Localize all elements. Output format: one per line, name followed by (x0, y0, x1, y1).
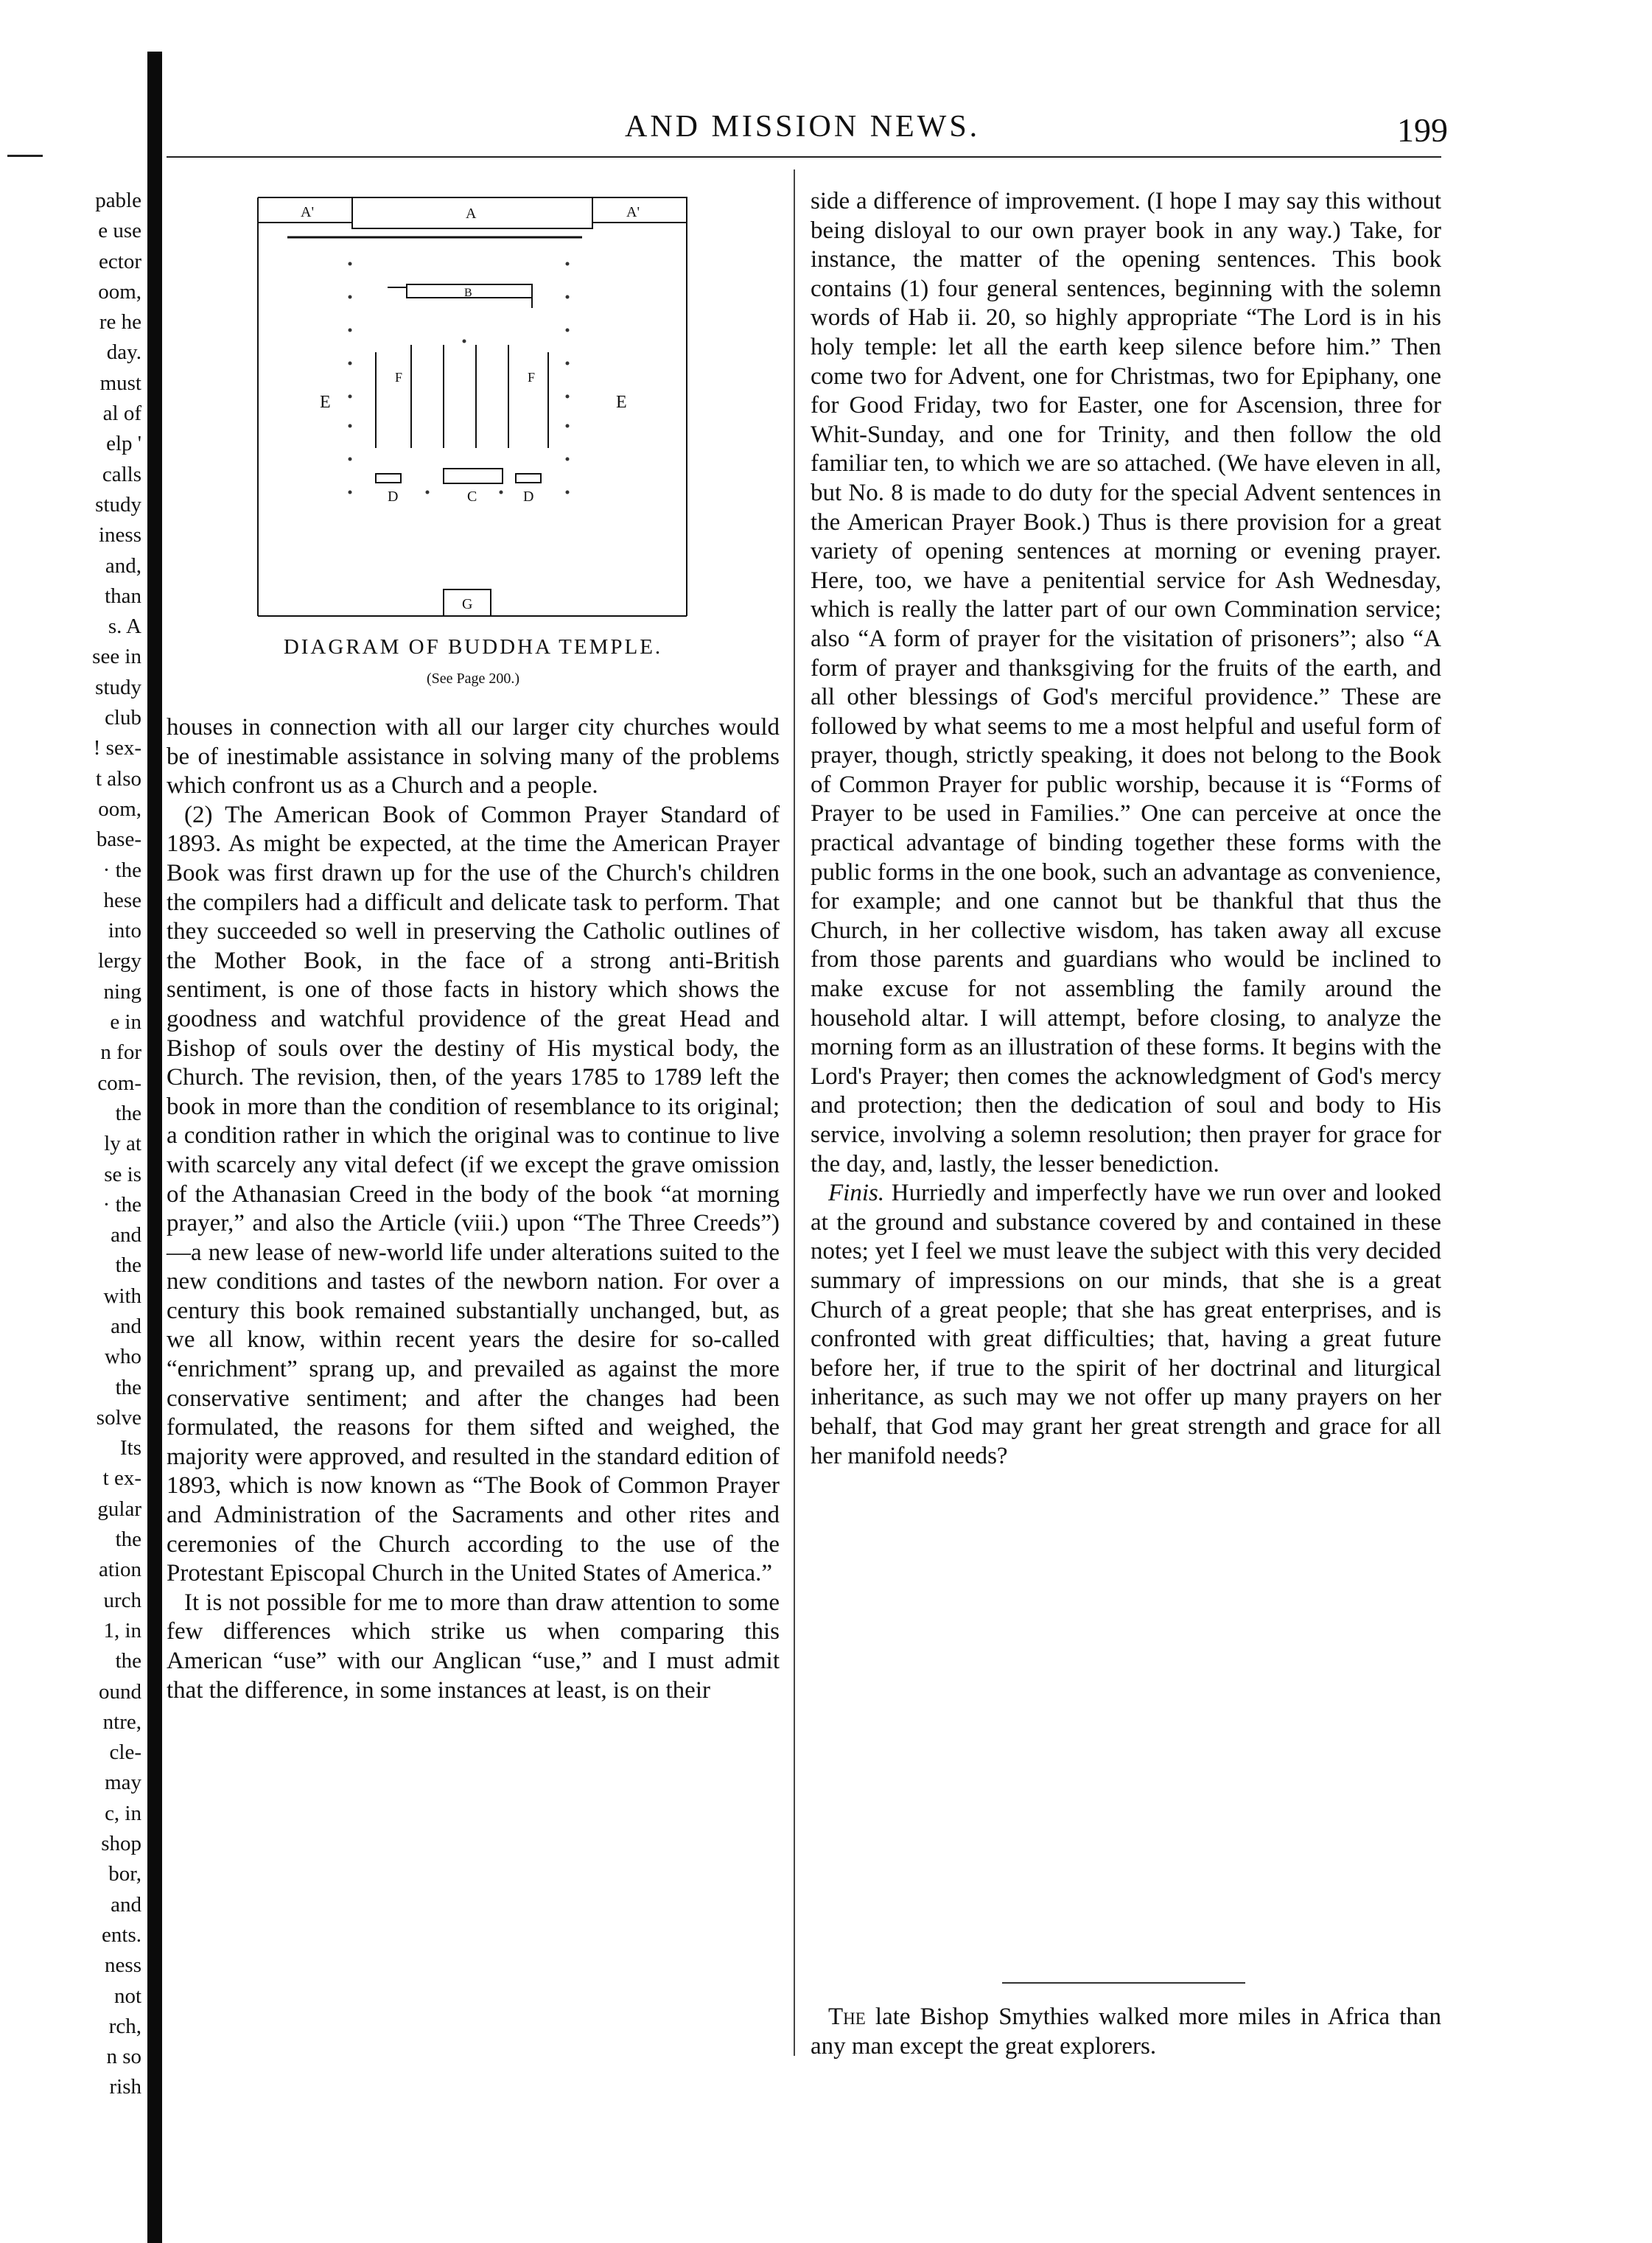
facing-page-fragment: ning (103, 979, 141, 1004)
facing-page-fragment: c, in (105, 1801, 141, 1825)
facing-page-fragment: than (105, 584, 141, 608)
label-f-right: F (528, 370, 536, 385)
label-c: C (467, 489, 477, 505)
facing-page-fragment: lergy (97, 949, 141, 973)
facing-page-fragment: and (111, 1892, 141, 1917)
cushion-d-left (376, 474, 401, 483)
facing-page-fragment: must (99, 371, 141, 395)
facing-page-fragment: s. A (108, 615, 141, 639)
facing-page-fragment: bor, (108, 1862, 141, 1886)
label-g: G (462, 596, 473, 612)
facing-page-fragment: the (115, 1253, 141, 1278)
right-column (811, 187, 1441, 1471)
cushion-d-right (516, 474, 541, 483)
facing-page-fragment: hese (103, 888, 141, 912)
closing-note (811, 2003, 1441, 2061)
facing-page-fragment: n for (100, 1040, 141, 1065)
facing-page-fragment: club (105, 706, 141, 730)
facing-page-fragment: oom, (98, 279, 141, 304)
facing-page-fragments (0, 186, 141, 2103)
facing-page-fragment: pable (95, 189, 141, 212)
facing-page-fragment: elp ' (106, 432, 141, 456)
column-marks (349, 262, 570, 494)
facing-page-fragment: · the (102, 858, 141, 882)
left-paragraph-3: It is not possible for me to more than draw attention to some few differences which strike us when comparing this American “use” with our Anglican “use,” and I must admit that the difference, in some instances at least, is on their (167, 1589, 780, 1704)
facing-page-fragment: solve (96, 1405, 141, 1430)
label-e-right: E (616, 393, 627, 412)
label-a-right: A' (626, 204, 640, 220)
finis-label: Finis. (828, 1180, 885, 1207)
left-column (167, 713, 780, 1705)
facing-page-fragment: ound (99, 1679, 141, 1704)
diagram-reference: (See Page 200.) (426, 671, 520, 687)
facing-page-fragment: 1, in (103, 1618, 141, 1642)
facing-page-fragment: ation (99, 1558, 141, 1582)
facing-page-fragment: and, (105, 553, 141, 578)
diagram-caption: DIAGRAM OF BUDDHA TEMPLE. (283, 635, 663, 659)
facing-page-fragment: se is (104, 1162, 141, 1186)
facing-page-fragment: with (103, 1284, 141, 1308)
facing-page-fragment: ! sex- (93, 736, 141, 760)
facing-page-fragment: the (115, 1375, 141, 1399)
facing-page-fragment: t ex- (102, 1466, 141, 1491)
label-a-center: A (466, 206, 477, 222)
facing-page-fragment: al of (102, 402, 141, 426)
facing-page-fragment: into (108, 919, 141, 943)
facing-page-fragment: e in (110, 1010, 141, 1035)
facing-page-fragment: see in (92, 645, 141, 669)
facing-page-fragment: Its (120, 1436, 141, 1460)
facing-page-fragment: the (115, 1649, 141, 1673)
facing-page-fragment: and (111, 1223, 141, 1248)
facing-page-fragment: ntre, (102, 1710, 141, 1734)
label-d-right: D (523, 489, 534, 505)
buddha-temple-diagram (258, 197, 687, 640)
closing-note-paragraph (811, 2003, 1441, 2061)
facing-page-fragment: study (95, 492, 141, 517)
finis-text: Hurriedly and imperfectly have we run over and looked at the ground and substance covered by and contained in these notes; yet I feel we must leave the subject with this very decided summary of impressions on our minds, that she is a great Church of a great people; that she has great enterprises, and is confronted with great difficulties; that, having a great future before her, if true to the spirit of her doctrinal and liturgical inheritance, as such may we not offer up many prayers on her behalf, that God may grant her great strength and grace for all her manifold needs? (811, 1180, 1441, 1469)
closing-note-lead: The (828, 2004, 866, 2030)
facing-page-fragment: rish (109, 2075, 141, 2099)
label-e-left: E (320, 393, 331, 412)
page-number: 199 (1397, 111, 1448, 149)
facing-page-fragment: rch, (108, 2014, 141, 2038)
facing-page-fragment: ents. (102, 1922, 141, 1947)
facing-page-fragment: e use (98, 219, 141, 243)
facing-page-fragment: ly at (104, 1132, 141, 1156)
facing-page-fragment: oom, (98, 797, 141, 821)
facing-page-fragment: t also (95, 766, 141, 791)
left-paragraph-2: (2) The American Book of Common Prayer Standard of 1893. As might be expected, at the time the American Prayer Book was first drawn up for the use of the Church's children the compilers had a difficult and delicate task to perform. That they succeeded so well in preserving the Catholic outlines of the Mother Book, in the face of a strong anti-British sentiment, is one of those facts in history which shows the goodness and watchful providence of the great Head and Bishop of souls over the destiny of His mystical body, the Church. The revision, then, of the years 1785 to 1789 left the book in more than the condition of resemblance to its original; a condition rather in which the original was to continue to live with scarcely any vital defect (if we except the grave omission of the Athanasian Creed in the body of the book “at morning prayer,” and also the Article (viii.) upon “The Three Creeds”)—a new lease of new-world life under alterations suited to the new conditions and tastes of the newborn nation. For over a century this book remained substantially unchanged, but, as we all know, within recent years the desire for so-called “enrichment” sprang up, and prevailed as against the more conservative sentiment; and after the changes had been formulated, the reasons for them sifted and weighed, the majority were approved, and resulted in the standard edition of 1893, which is now known as “The Book of Common Prayer and Administration of the Sacraments and other rites and ceremonies of the Church according to the use of the Protestant Episcopal Church in the United States of America.” (167, 801, 780, 1587)
facing-page-fragment: study (95, 675, 141, 699)
facing-page-fragment: · the (102, 1192, 141, 1217)
section-rule (1002, 1982, 1245, 1984)
label-f-left: F (395, 370, 403, 385)
facing-page-rule (7, 155, 43, 157)
label-d-left: D (388, 489, 399, 505)
finis-paragraph (811, 1179, 1441, 1471)
facing-page-fragment: base- (96, 827, 141, 852)
column-divider (794, 169, 795, 2056)
cushion-c (444, 469, 503, 483)
left-paragraph-1: houses in connection with all our larger city churches would be of inestimable assistance in solving many of the problems which confront us as a Church and a people. (167, 714, 780, 799)
header-rule (167, 156, 1441, 158)
facing-page-fragment: may (105, 1771, 141, 1795)
facing-page-fragment: iness (99, 523, 141, 547)
facing-page-fragment: ector (99, 249, 141, 273)
facing-page-fragment: n so (106, 2045, 141, 2069)
facing-page-fragment: the (115, 1101, 141, 1125)
binding-shadow (147, 52, 162, 2243)
facing-page-fragment: cle- (109, 1740, 141, 1765)
facing-page-fragment: who (105, 1345, 141, 1369)
right-paragraph-1: side a difference of improvement. (I hope I may say this without being disloyal to our own prayer book in any way.) Take, for instance, the matter of the opening sentences. This book contains (1) four general sentences, beginning with the solemn words of Hab ii. 20, so highly appropriate “The Lord is in his holy temple: let all the earth keep silence before him.” Then come two for Advent, one for Christmas, two for Epiphany, one for Good Friday, two for Easter, one for Ascension, three for Whit-Sunday, and one for Trinity, and then follow the old familiar ten, to which we are so attached. (We have eleven in all, but No. 8 is made to do duty for the special Advent sentences in the American Prayer Book.) Thus is there provision for a great variety of opening sentences at morning or evening prayer. Here, too, we have a penitential service for Ash Wednesday, which is really the latter part of our own Commination service; also “A form of prayer for the visitation of prisoners”; also “A form of prayer and thanksgiving for the fruits of the earth, and all other blessings of God's merciful providence.” These are followed by what seems to me a most helpful and useful form of prayer, though, strictly speaking, it does not belong to the Book of Common Prayer for public worship, because it is “Forms of Prayer to be used in Families.” One can perceive at once the practical advantage of binding together these forms with the public forms in the one book, such an advantage as convenience, for example; and one cannot but be thankful that thus the Church, in her collective wisdom, has taken away all excuse from those parents and guardians who would be inclined to make excuse for not assembling the family around the household altar. I will attempt, before closing, to analyze the morning form as an illustration of these forms. It begins with the Lord's Prayer; then comes the acknowledgment of God's mercy and protection; then the dedication of soul and body to His service, involving a solemn resolution; then prayer for grace for the day, and, lastly, the lesser benediction. (811, 188, 1441, 1178)
facing-page-fragment: com- (97, 1071, 141, 1095)
facing-page-fragment: not (113, 1984, 141, 2008)
facing-page-fragment: and (111, 1314, 141, 1338)
label-b: B (464, 287, 472, 299)
label-a-left: A' (301, 204, 315, 220)
facing-page-fragment: re he (99, 310, 141, 335)
facing-page-fragment: day. (106, 340, 141, 365)
facing-page-fragment: gular (97, 1497, 141, 1521)
facing-page-fragment: calls (102, 462, 141, 486)
facing-page-fragment: the (115, 1528, 141, 1552)
temple-plan (258, 197, 687, 640)
closing-note-text: late Bishop Smythies walked more miles in Africa than any man except the great explorers. (811, 2004, 1441, 2060)
facing-page-fragment: ness (105, 1953, 141, 1978)
facing-page-fragment: urch (103, 1588, 141, 1612)
running-head: AND MISSION NEWS. (625, 110, 981, 144)
facing-page-fragment: shop (101, 1832, 141, 1856)
